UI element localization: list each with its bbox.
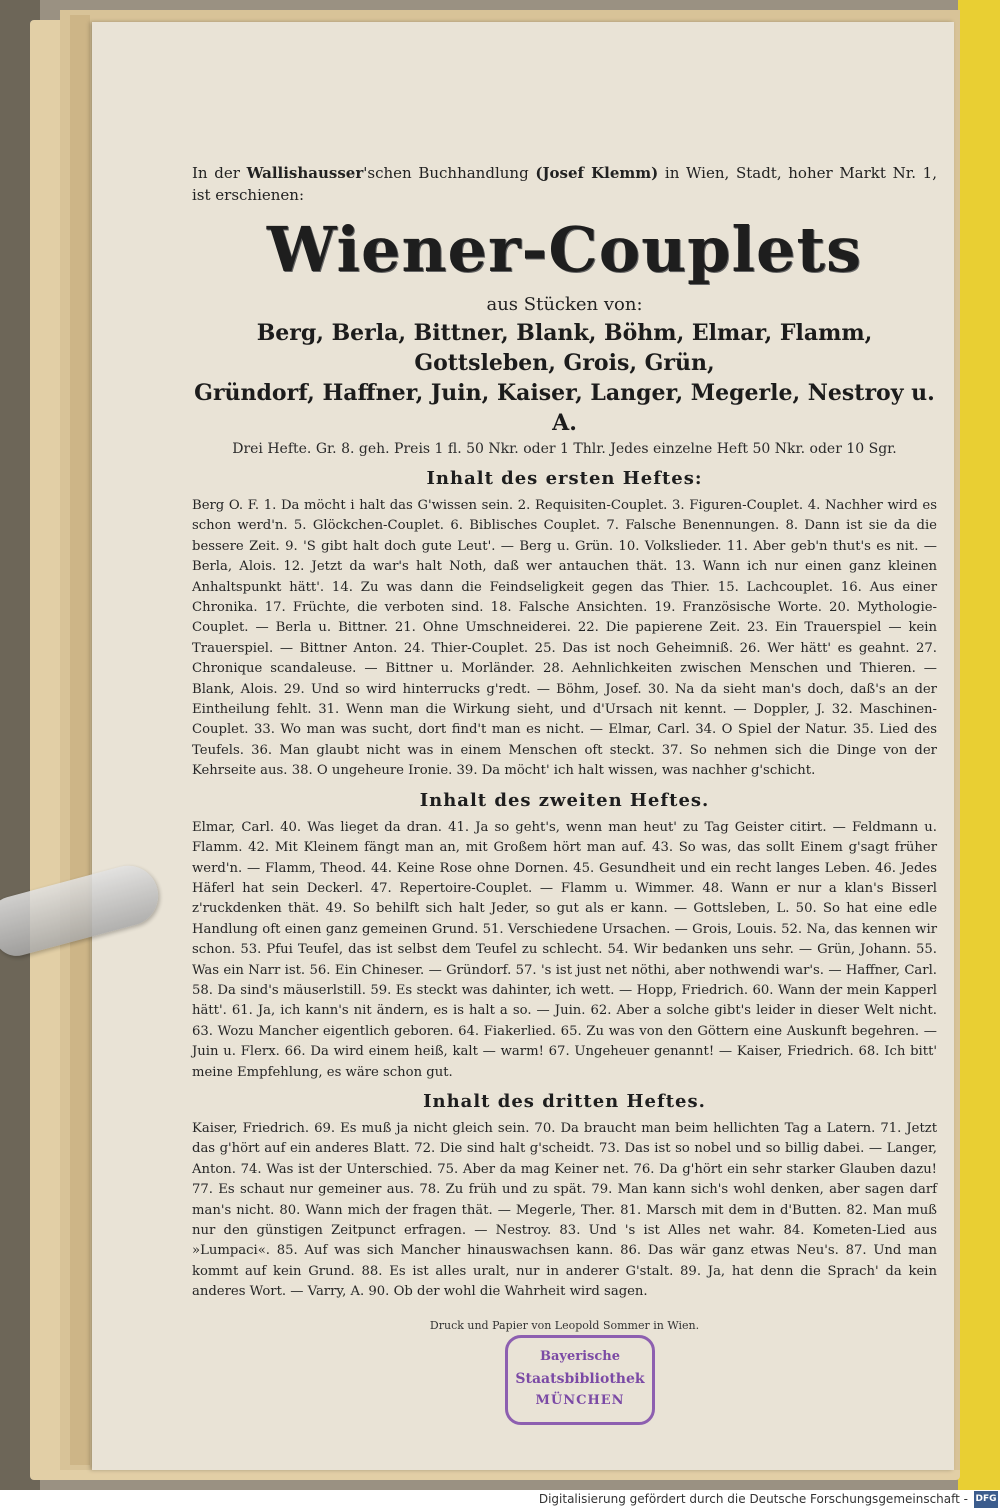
stamp-line-3: MÜNCHEN	[535, 1393, 625, 1408]
page-title: Wiener-Couplets	[266, 213, 863, 286]
intro-mid: 'schen Buchhandlung	[363, 164, 529, 182]
book-cover-edge	[958, 0, 1000, 1490]
section-heading-second: Inhalt des zweiten Heftes.	[419, 789, 710, 811]
dfg-logo-icon: DFG	[974, 1491, 998, 1508]
intro-publisher: Wallishausser	[246, 164, 364, 182]
publisher-intro	[192, 162, 937, 206]
library-stamp	[505, 1335, 655, 1425]
section-heading-third: Inhalt des dritten Heftes.	[423, 1090, 706, 1112]
subtitle: aus Stücken von:	[486, 294, 643, 315]
section-text-third: Kaiser, Friedrich. 69. Es muß ja nicht gleich sein. 70. Da braucht man beim hellichten Tag a Latern. 71. Jetzt das g'hört auf ein anderes Blatt. 72. Die sind halt g'scheidt. 73. Das ist so nobel und so billig dabei. — Langer, Anton. 74. Was ist der Unterschied. 75. Aber da mag Keiner net. 76. Da g'hört ein sehr starker Glauben dazu! 77. Es schaut nur gemeiner aus. 78. Zu früh und zu spät. 79. Man kann sich's wohl denken, aber sagen darf man's nicht. 80. Wann mich der fragen thät. — Megerle, Ther. 81. Marsch mit dem in d'Butten. 82. Man muß nur den günstigen Zeitpunct erfragen. — Nestroy. 83. Und 's ist Alles net wahr. 84. Kometen-Lied aus »Lumpaci«. 85. Auf was sich Mancher hinauswachsen kann. 86. Das wär ganz etwas Neu's. 87. Und man kommt auf kein Grund. 88. Es ist alles uralt, nur in anderer G'stalt. 89. Ja, hat denn die Sprach' da kein anderes Wort. — Varry, A. 90. Ob der wohl die Wahrheit wird sagen.	[192, 1120, 937, 1300]
section-text-second: Elmar, Carl. 40. Was lieget da dran. 41. Ja so geht's, wenn man heut' zu Tag Geister citirt. — Feldmann u. Flamm. 42. Mit Kleinem fängt man an, mit Großem hört man auf. 43. So was, das sollt Einem g'sagt früher werd'n. — Flamm, Theod. 44. Keine Rose ohne Dornen. 45. Gesundheit und ein recht langes Leben. 46. Jedes Häferl hat sein Deckerl. 47. Repertoire-Couplet. — Flamm u. Wimmer. 48. Wann er nur a klan's Bisserl z'ruckdenken thät. 49. So behilft sich halt Jeder, so gut als er kann. — Gottsleben, L. 50. So hat eine edle Handlung oft einen ganz gemeinen Grund. 51. Verschiedene Ursachen. — Grois, Louis. 52. Na, das kennen wir schon. 53. Pfui Teufel, das ist selbst dem Teufel zu schlecht. 54. Wir bedanken uns sehr. — Grün, Johann. 55. Was ein Narr ist. 56. Ein Chineser. — Gründorf. 57. 's ist just net nöthi, aber nothwendi war's. — Haffner, Carl. 58. Da sind's mäuserlstill. 59. Es steckt was dahinter, ich wett. — Hopp, Friedrich. 60. Wann der mein Kapperl hätt'. 61. Ja, ich kann's nit ändern, es is halt a so. — Juin. 62. Aber a solche gibt's leider in dieser Welt nicht. 63. Wozu Mancher eigentlich geboren. 64. Fiakerlied. 65. Zu was von den Göttern eine Auskunft begehren. — Juin u. Flerx. 66. Da wird einem heiß, kalt — warm! 67. Ungeheuer genannt! — Kaiser, Friedrich. 68. Ich bitt' meine Empfehlung, es wäre schon gut.	[192, 819, 937, 1080]
document-page	[92, 22, 954, 1470]
footer-credit: Digitalisierung gefördert durch die Deutsche Forschungsgemeinschaft -	[538, 1492, 968, 1506]
page-content	[192, 162, 937, 1462]
stamp-line-2: Staatsbibliothek	[515, 1371, 645, 1387]
page-fold	[70, 15, 90, 1465]
section-heading-first: Inhalt des ersten Heftes:	[426, 468, 703, 489]
intro-post: in Wien, Stadt, hoher Markt Nr. 1, ist erschienen:	[192, 164, 937, 204]
authors-line-1: Berg, Berla, Bittner, Blank, Böhm, Elmar, Flamm, Gottsleben, Grois, Grün,	[256, 320, 873, 376]
price-line: Drei Hefte. Gr. 8. geh. Preis 1 fl. 50 Nkr. oder 1 Thlr. Jedes einzelne Heft 50 Nkr. oder 10 Sgr.	[232, 441, 897, 457]
stamp-line-1: Bayerische	[540, 1349, 620, 1364]
intro-owner: (Josef Klemm)	[535, 164, 659, 182]
imprint: Druck und Papier von Leopold Sommer in Wien.	[429, 1318, 700, 1332]
section-text-first: Berg O. F. 1. Da möcht i halt das G'wissen sein. 2. Requisiten-Couplet. 3. Figuren-Couplet. 4. Nachher wird es schon werd'n. 5. Glöckchen-Couplet. 6. Biblisches Couplet. 7. Falsche Benennungen. 8. Dann ist sie da die bessere Zeit. 9. 'S gibt halt doch gute Leut'. — Berg u. Grün. 10. Volkslieder. 11. Aber geb'n thut's es nit. — Berla, Alois. 12. Jetzt da war's halt Noth, daß wer antauchen thät. 13. Wann ich nur einen ganz kleinen Anhaltspunkt hätt'. 14. Zu was dann die Feindseligkeit gegen das Thier. 15. Lachcouplet. 16. Aus einer Chronika. 17. Früchte, die verboten sind. 18. Falsche Ansichten. 19. Französische Worte. 20. Mythologie-Couplet. — Berla u. Bittner. 21. Ohne Umschneiderei. 22. Die papierene Zeit. 23. Ein Trauerspiel — kein Trauerspiel. — Bittner Anton. 24. Thier-Couplet. 25. Das ist noch Geheimniß. 26. Wer hätt' es geahnt. 27. Chronique scandaleuse. — Bittner u. Morländer. 28. Aehnlichkeiten zwischen Menschen und Thieren. — Blank, Alois. 29. Und so wird hinterrucks g'redt. — Böhm, Josef. 30. Na da sieht man's doch, daß's an der Eintheilung fehlt. 31. Wenn man die Wirkung sieht, und d'Ursach nit kennt. — Doppler, J. 32. Maschinen-Couplet. 33. Wo man was sucht, dort find't man es nicht. — Elmar, Carl. 34. O Spiel der Natur. 35. Lied des Teufels. 36. Man glaubt nicht was in einem Menschen oft steckt. 37. So nehmen sich die Dinge von der Kehrseite aus. 38. O ungeheure Ironie. 39. Da möcht' ich halt wissen, was nachher g'schicht.	[192, 498, 937, 779]
authors-line-2: Gründorf, Haffner, Juin, Kaiser, Langer, Megerle, Nestroy u. A.	[194, 380, 935, 436]
intro-pre: In der	[192, 164, 240, 182]
